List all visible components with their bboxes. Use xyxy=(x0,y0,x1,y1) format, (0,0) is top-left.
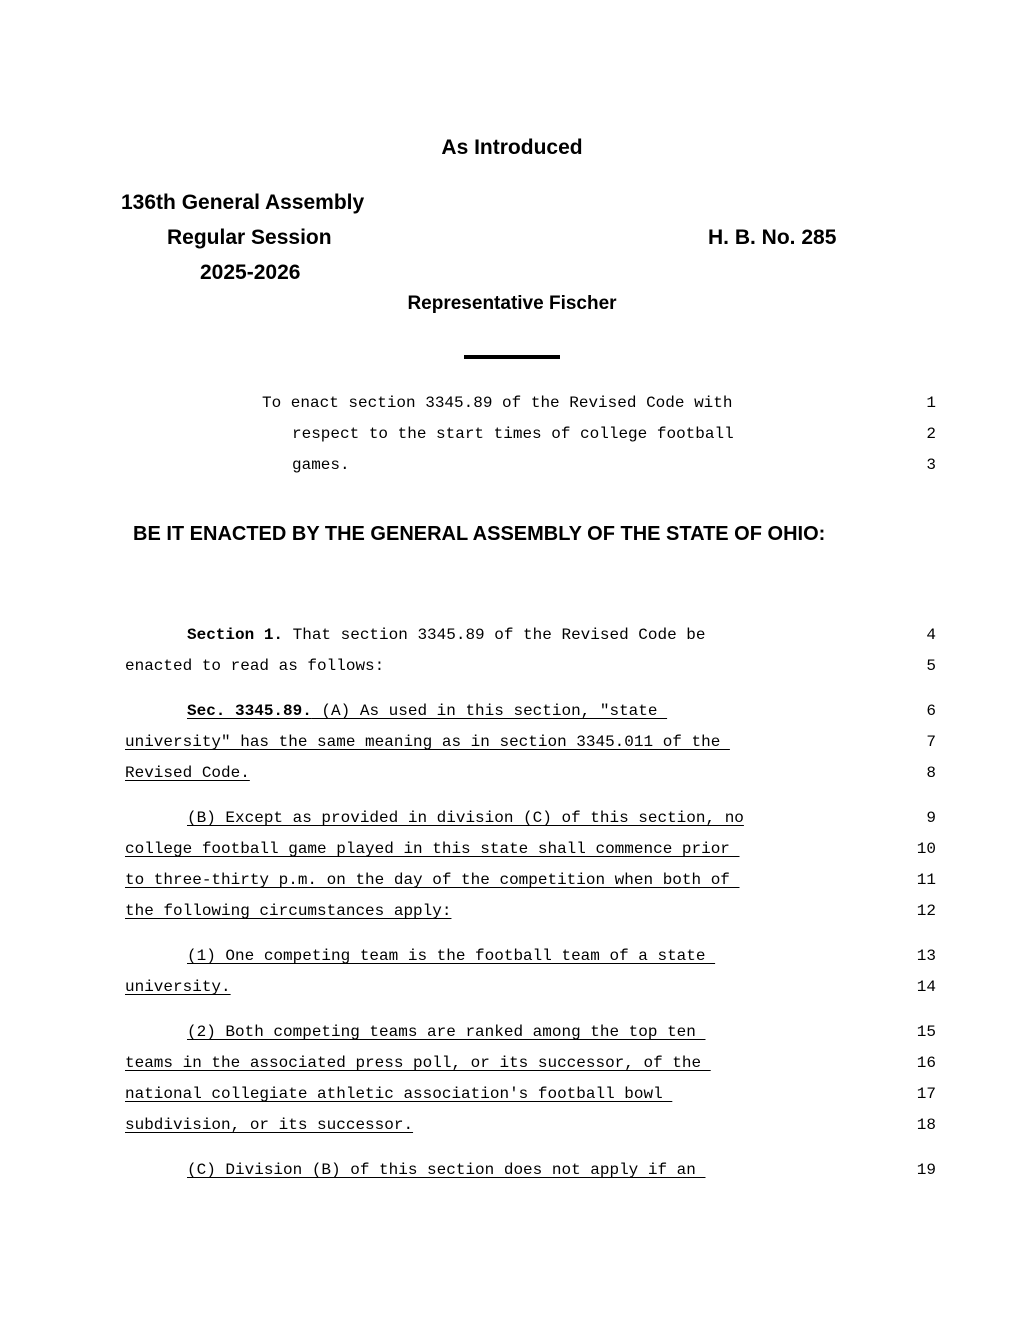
section-number: Sec. 3345.89. xyxy=(187,702,312,720)
section-1-line xyxy=(187,626,705,644)
enacting-clause: BE IT ENACTED BY THE GENERAL ASSEMBLY OF THE STATE OF OHIO: xyxy=(133,523,826,545)
body-line-12: the following circumstances apply: xyxy=(125,902,452,920)
body-line-11: to three-thirty p.m. on the day of the competition when both of xyxy=(125,871,740,889)
line-number: 15 xyxy=(916,1023,936,1041)
general-assembly: 136th General Assembly xyxy=(121,191,365,214)
body-line-15: (2) Both competing teams are ranked among the top ten xyxy=(187,1023,706,1041)
line-number: 11 xyxy=(916,871,936,889)
body-line-9: (B) Except as provided in division (C) of this section, no xyxy=(187,809,744,827)
line-number: 19 xyxy=(916,1161,936,1179)
title-line-1: To enact section 3345.89 of the Revised Code with xyxy=(262,394,733,412)
body-line-7: university" has the same meaning as in section 3345.011 of the xyxy=(125,733,730,751)
line-number: 12 xyxy=(916,902,936,920)
line-number: 16 xyxy=(916,1054,936,1072)
body-line-13: (1) One competing team is the football team of a state xyxy=(187,947,716,965)
bill-number: H. B. No. 285 xyxy=(708,226,837,249)
body-line-17: national collegiate athletic association's football bowl xyxy=(125,1085,673,1103)
header-divider xyxy=(464,355,560,359)
body-line-14: university. xyxy=(125,978,231,996)
line-number: 8 xyxy=(926,764,936,782)
line-number: 7 xyxy=(926,733,936,751)
section-text: (A) As used in this section, "state xyxy=(311,702,668,720)
line-number: 5 xyxy=(926,657,936,675)
line-number: 4 xyxy=(926,626,936,644)
title-line-2: respect to the start times of college football xyxy=(292,425,734,443)
line-number: 1 xyxy=(926,394,936,412)
line-number: 9 xyxy=(926,809,936,827)
body-line-18: subdivision, or its successor. xyxy=(125,1116,414,1134)
section-heading: Section 1. xyxy=(187,626,284,644)
line-number: 18 xyxy=(916,1116,936,1134)
session-years: 2025-2026 xyxy=(200,261,301,284)
body-line-16: teams in the associated press poll, or its successor, of the xyxy=(125,1054,711,1072)
regular-session: Regular Session xyxy=(167,226,332,249)
line-number: 6 xyxy=(926,702,936,720)
section-text: That section 3345.89 of the Revised Code be xyxy=(283,626,706,644)
line-number: 14 xyxy=(916,978,936,996)
body-line-5: enacted to read as follows: xyxy=(125,657,385,675)
body-line-6 xyxy=(187,702,667,720)
title-line-3: games. xyxy=(292,456,350,474)
line-number: 3 xyxy=(926,456,936,474)
line-number: 2 xyxy=(926,425,936,443)
bill-status: As Introduced xyxy=(441,136,583,159)
body-line-8: Revised Code. xyxy=(125,764,250,782)
line-number: 10 xyxy=(916,840,936,858)
body-line-19: (C) Division (B) of this section does not apply if an xyxy=(187,1161,706,1179)
body-line-10: college football game played in this state shall commence prior xyxy=(125,840,740,858)
sponsor: Representative Fischer xyxy=(407,293,617,314)
line-number: 13 xyxy=(916,947,936,965)
line-number: 17 xyxy=(916,1085,936,1103)
